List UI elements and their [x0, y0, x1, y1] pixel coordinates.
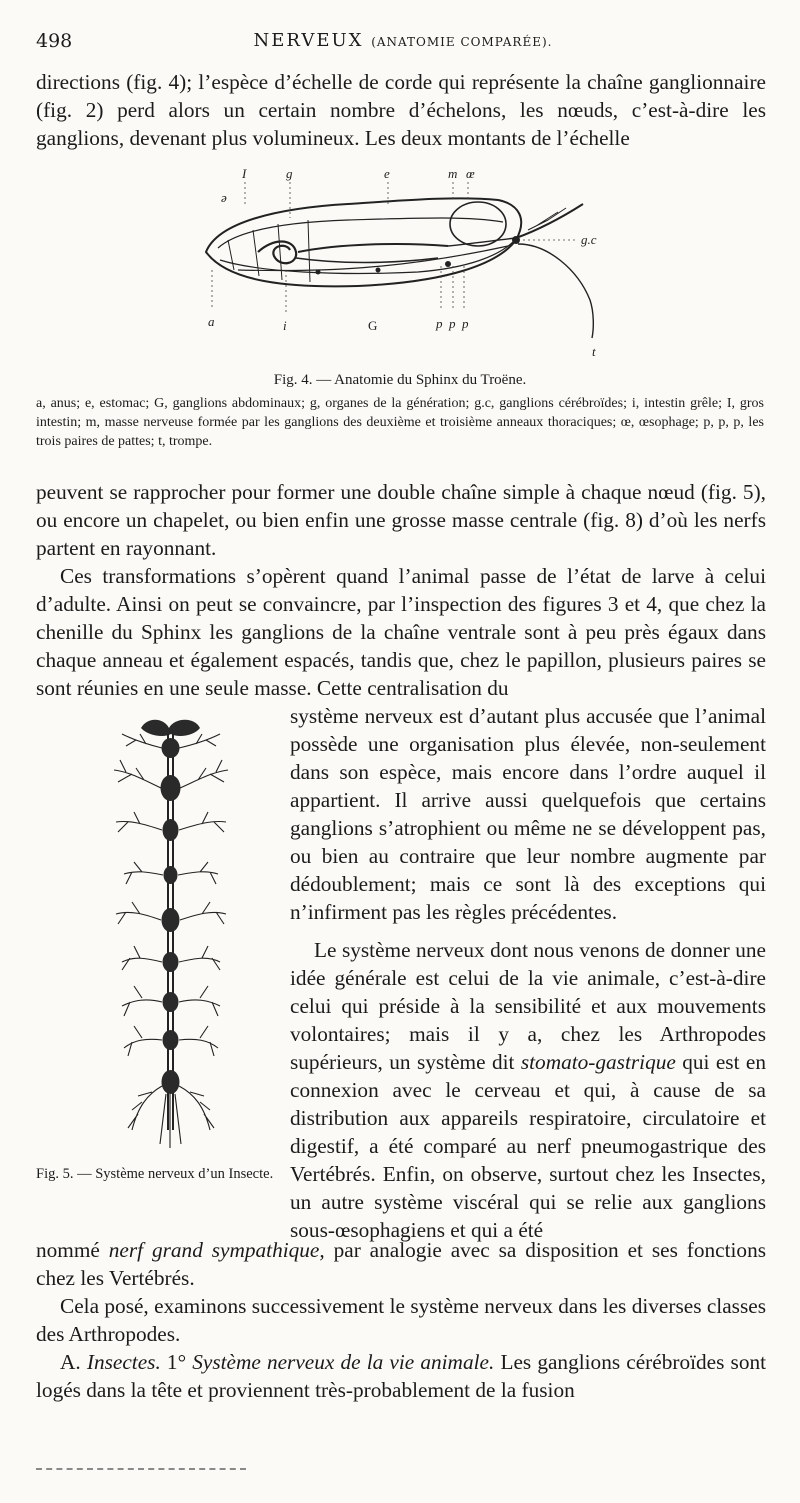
label-G: G — [368, 318, 378, 333]
sphinx-body-outline — [206, 198, 521, 286]
leader-lines — [212, 182, 578, 315]
paragraph-4 — [290, 936, 766, 1244]
section-title-insectes: Insectes. — [86, 1350, 161, 1374]
label-oe: œ — [466, 166, 475, 181]
label-e: e — [384, 166, 390, 181]
page-number: 498 — [36, 30, 73, 52]
paragraph-3-continued: système nerveux est d’autant plus accusée que l’animal possède une organisation plus élevée, non-seulement dans son espèce, mais encore dans l’ordre auquel il appartient. Il arrive aussi quelquefois que certains ganglions s’atrophient ou même ne se développent pas, ou bien au contraire que leur nombre augmente par dédoublement; mais ce sont là des exceptions qui n’infirment pas les règles précédentes. — [290, 704, 766, 924]
label-g: g — [286, 166, 293, 181]
label-m: m — [448, 166, 458, 181]
figure-5-insect-nervous-system — [96, 710, 246, 1170]
paragraph-6 — [36, 1348, 766, 1404]
ganglia-chain — [161, 738, 181, 1094]
figure-4-legend: a, anus; e, estomac; G, ganglions abdominaux; g, organes de la génération; g.c, ganglions cérébroïdes; i, intestin grêle; I, gros intestin; m, masse nerveuse formée par les ganglions des deuxième et troisième anneaux thoraciques; œ, œsophage; p, p, p, les trois paires de pattes; t, trompe. — [36, 396, 764, 449]
footer-rule — [36, 1468, 246, 1470]
term-stomato-gastrique: stomato-gastrique — [520, 1050, 676, 1074]
brain-ganglia — [141, 720, 200, 736]
running-header — [36, 30, 770, 56]
paragraph-1: directions (fig. 4); l’espèce d’échelle de corde qui représente la chaîne ganglionnaire (fig. 2) perd alors un certain nombre d’échelons, les nœuds, c’est-à-dire les ganglions, devenant plus volumineux. Les deux montants de l’échelle — [36, 70, 766, 150]
subsection-title: Système nerveux de la vie animale. — [192, 1350, 495, 1374]
paragraph-4-part-c: nommé — [36, 1238, 100, 1262]
label-t: t — [592, 344, 596, 359]
subsection-number: 1° — [166, 1350, 187, 1374]
figure-4-labels — [208, 166, 597, 359]
proboscis — [516, 204, 593, 338]
paragraph-4-part-d: par analogie avec sa disposition et ses fonctions chez les Vertébrés. — [36, 1238, 767, 1290]
paragraph-6-text: Les ganglions cérébroïdes sont logés dans la tête et proviennent très-probablement de la fusion — [36, 1350, 767, 1402]
label-I: ə — [221, 190, 227, 205]
paragraph-3-full-width: Ces transformations s’opèrent quand l’animal passe de l’état de larve à celui d’adulte. Ainsi on peut se convaincre, par l’inspection des figures 3 et 4, que chez la chenille du Sphinx les ganglions de la chaîne ventrale sont à peu près égaux dans chaque anneau et également espacés, tandis que, chez le papillon, plusieurs paires se sont réunies en une seule masse. Cette centralisation du — [36, 564, 766, 700]
running-title-sub: (ANATOMIE COMPARÉE). — [371, 35, 553, 49]
label-gc: g.c — [581, 232, 597, 247]
paragraph-4-part-b: qui est en connexion avec le cerveau et qui, à cause de sa distribution aux appareils respiratoire, circulatoire et digestif, a été comparé au nerf pneumogastrique des Vertébrés. Enfin, on observe, surtout chez les Insectes, un autre système viscéral qui se relie aux ganglions sous-œsophagiens et qui a été — [290, 1050, 767, 1242]
paragraph-2: peuvent se rapprocher pour former une double chaîne simple à chaque nœud (fig. 5), ou encore un chapelet, ou bien enfin une grosse masse centrale (fig. 8) d’où les nerfs partent en rayonnant. — [36, 480, 766, 560]
term-nerf-grand-sympathique: nerf grand sympathique, — [108, 1238, 325, 1262]
paragraph-4-end — [36, 1236, 766, 1292]
label-p1: p — [436, 316, 443, 331]
running-title — [36, 30, 770, 51]
digestive-tract — [258, 202, 516, 263]
figure-5-caption: Fig. 5. — Système nerveux d’un Insecte. — [36, 1166, 274, 1182]
paragraph-4-part-a: Le système nerveux dont nous venons de donner une idée générale est celui de la vie animale, c’est-à-dire celui qui préside à la sensibilité et aux mouvements volontaires; mais il y a, chez les Arthropodes supérieurs, un système dit — [290, 938, 766, 1074]
label-a: a — [208, 314, 215, 329]
label-p3: p — [462, 316, 469, 331]
paragraph-5: Cela posé, examinons successivement le système nerveux dans les diverses classes des Arthropodes. — [36, 1294, 766, 1346]
running-title-main: NERVEUX — [253, 30, 364, 51]
label-p2: p — [449, 316, 456, 331]
figure-4-caption: Fig. 4. — Anatomie du Sphinx du Troëne. — [273, 372, 527, 388]
label-I-top: I — [242, 166, 247, 181]
section-letter: A. — [60, 1350, 81, 1374]
label-i: i — [283, 318, 287, 333]
figure-4-sphinx-anatomy — [198, 160, 608, 370]
